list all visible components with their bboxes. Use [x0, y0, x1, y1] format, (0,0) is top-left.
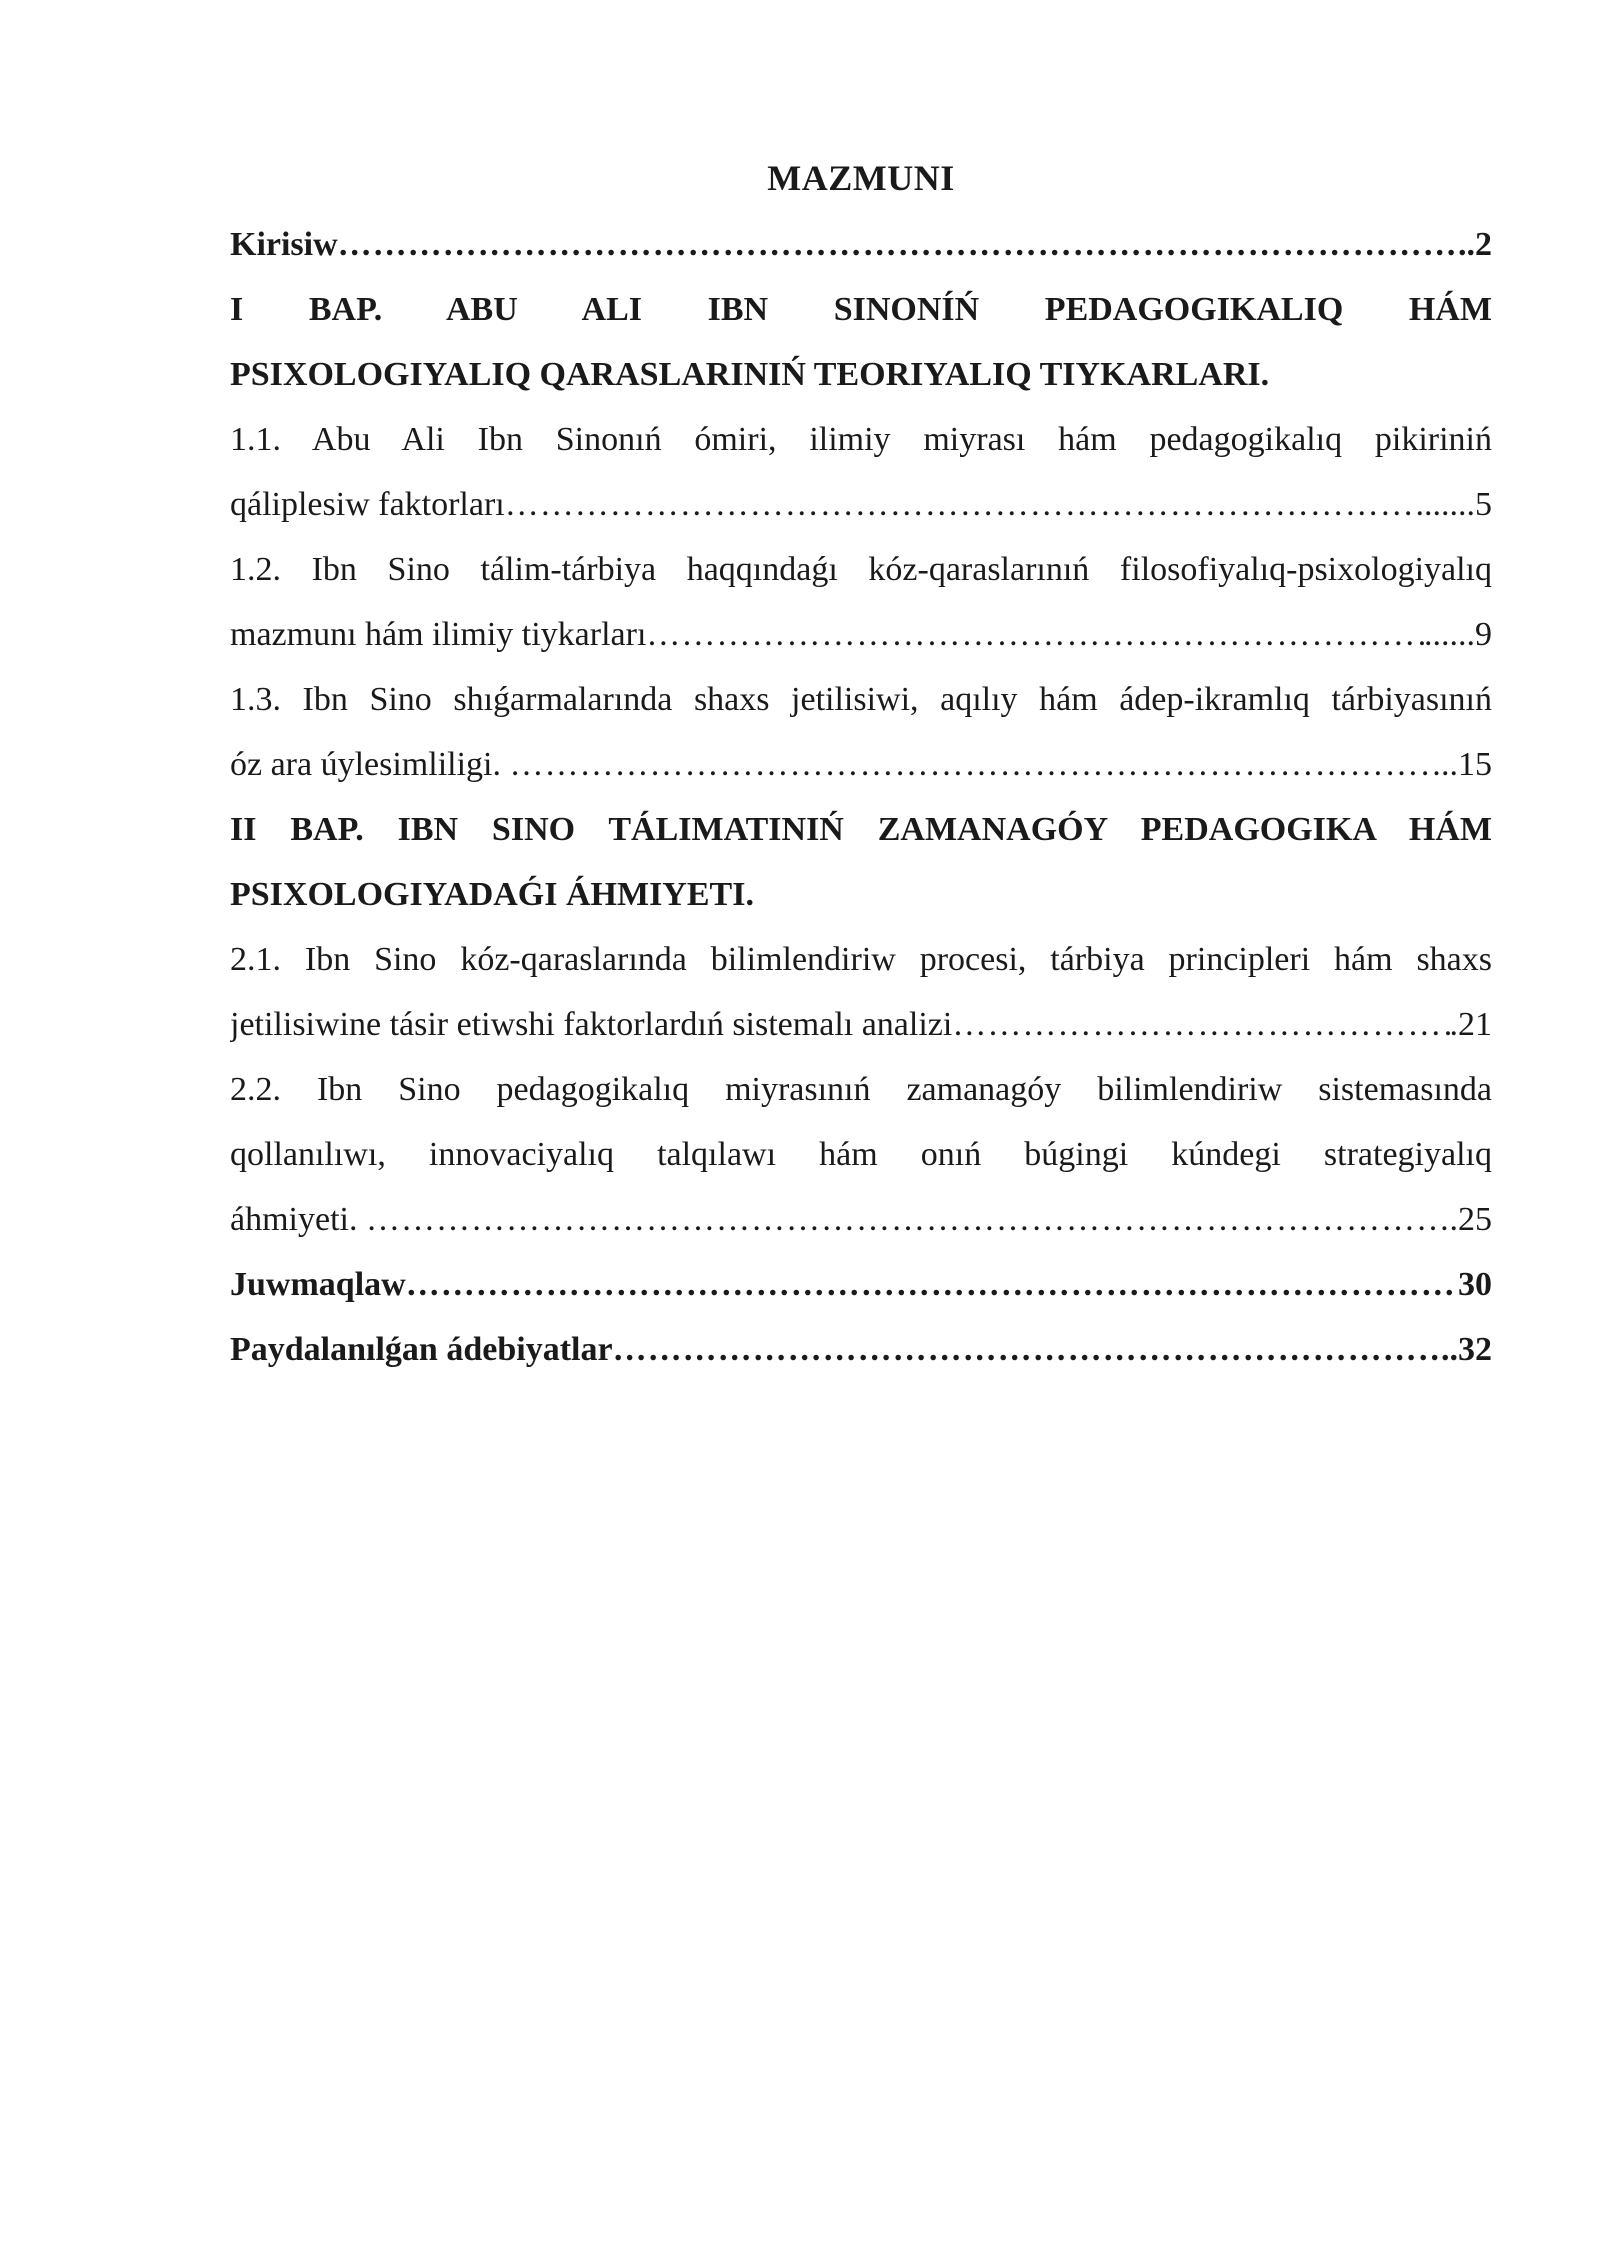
- toc-page-number: ......9: [1424, 616, 1492, 653]
- toc-page-number: 30: [1458, 1266, 1492, 1303]
- toc-entry-references: [230, 1317, 1492, 1382]
- page-title: MAZMUNI: [767, 158, 955, 198]
- toc-entry-label: Juwmaqlaw: [230, 1266, 406, 1303]
- dot-leader: [510, 732, 1442, 797]
- section-1-2-line-1: 1.2. Ibn Sino tálim-tárbiya haqqındaǵı kóz-qaraslarınıń filosofiyalıq-psixologiyalıq: [230, 551, 1492, 588]
- section-1-3-line-1: 1.3. Ibn Sino shıǵarmalarında shaxs jetilisiwi, aqılıy hám ádep-ikramlıq tárbiyasınıń: [230, 681, 1492, 718]
- toc-entry-conclusion: [230, 1252, 1492, 1317]
- toc-entry-label: áhmiyeti.: [230, 1201, 366, 1238]
- section-2-1-line-1: 2.1. Ibn Sino kóz-qaraslarında bilimlendiriw procesi, tárbiya principleri hám shaxs: [230, 941, 1492, 978]
- section-1-1-line-2: [230, 472, 1492, 537]
- dot-leader: [505, 472, 1416, 537]
- chapter-1-heading-line-2: PSIXOLOGIYALIQ QARASLARINIŃ TEORIYALIQ TIYKARLARI.: [230, 356, 1270, 393]
- toc-page-number: .21: [1449, 1006, 1492, 1043]
- table-of-contents: [230, 150, 1492, 1382]
- toc-entry-label: Paydalanılǵan ádebiyatlar: [230, 1331, 613, 1368]
- dot-leader: [952, 992, 1449, 1057]
- toc-entry-label: mazmunı hám ilimiy tiykarları: [230, 616, 647, 653]
- dot-leader: [646, 602, 1424, 667]
- toc-page-number: ..2: [1458, 226, 1492, 263]
- toc-entry-label: óz ara úylesimliligi.: [230, 746, 510, 783]
- toc-entry-label: qáliplesiw faktorları: [230, 486, 505, 523]
- section-2-2-line-2: qollanılıwı, innovaciyalıq talqılawı hám onıń búgingi kúndegi strategiyalıq: [230, 1136, 1492, 1173]
- dot-leader: [613, 1317, 1441, 1382]
- section-2-2-line-3: [230, 1187, 1492, 1252]
- toc-entry-intro: [230, 212, 1492, 277]
- toc-page-number: .......5: [1415, 486, 1492, 523]
- section-1-2-line-2: [230, 602, 1492, 667]
- chapter-1-heading-line-1: I BAP. ABU ALI IBN SINONÍŃ PEDAGOGIKALIQ HÁM: [230, 291, 1492, 328]
- toc-page-number: ..15: [1441, 746, 1492, 783]
- chapter-2-heading-line-2: PSIXOLOGIYADAǴI ÁHMIYETI.: [230, 876, 754, 913]
- section-2-2-line-1: 2.2. Ibn Sino pedagogikalıq miyrasınıń zamanagóy bilimlendiriw sistemasında: [230, 1071, 1492, 1108]
- section-2-1-line-2: [230, 992, 1492, 1057]
- toc-entry-label: Kirisiw: [230, 226, 338, 263]
- toc-page-number: .25: [1449, 1201, 1492, 1238]
- toc-page-number: ..32: [1441, 1331, 1492, 1368]
- chapter-2-heading-line-1: II BAP. IBN SINO TÁLIMATINIŃ ZAMANAGÓY PEDAGOGIKA HÁM: [230, 811, 1492, 848]
- dot-leader: [366, 1187, 1450, 1252]
- dot-leader: [338, 212, 1458, 277]
- section-1-3-line-2: [230, 732, 1492, 797]
- dot-leader: [406, 1252, 1458, 1317]
- toc-entry-label: jetilisiwine tásir etiwshi faktorlardıń sistemalı analizi: [230, 1006, 953, 1043]
- section-1-1-line-1: 1.1. Abu Ali Ibn Sinonıń ómiri, ilimiy miyrası hám pedagogikalıq pikiriniń: [230, 421, 1492, 458]
